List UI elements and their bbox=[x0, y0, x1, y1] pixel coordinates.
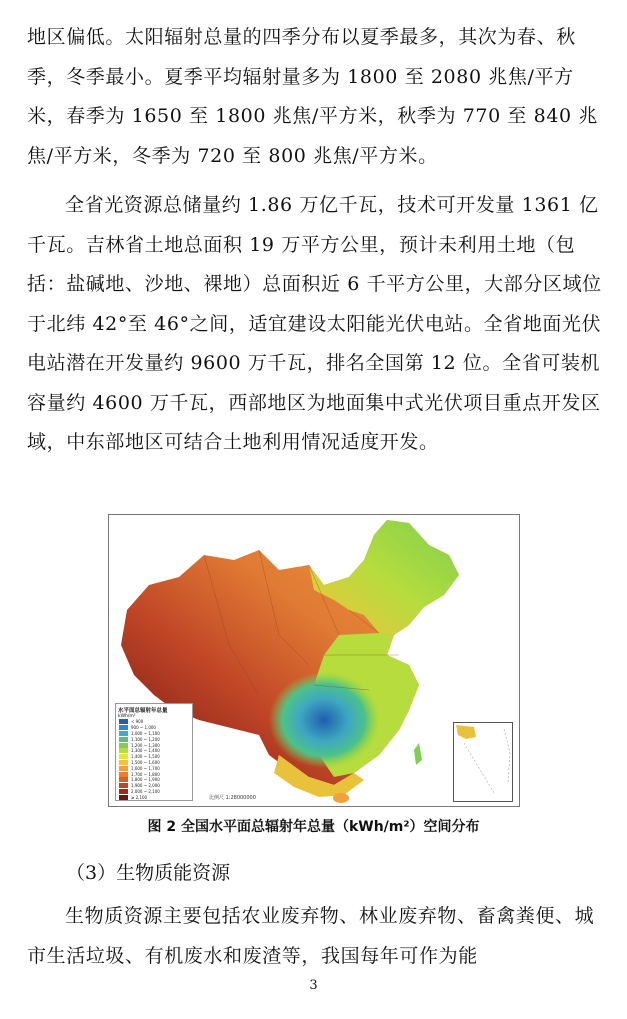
legend-label: 1,200 ~ 1,300 bbox=[131, 742, 160, 748]
legend-swatch bbox=[119, 760, 128, 765]
legend-label: 1,400 ~ 1,500 bbox=[131, 754, 160, 760]
sichuan-low-radiation-area bbox=[269, 672, 379, 768]
page-number: 3 bbox=[309, 978, 318, 993]
legend-swatch bbox=[119, 789, 128, 794]
legend-label: ≥ 2,100 bbox=[131, 794, 148, 800]
figure-caption: 图 2 全国水平面总辐射年总量（kWh/m²）空间分布 bbox=[147, 819, 480, 835]
taiwan-island bbox=[414, 743, 422, 765]
paragraph-biomass: 生物质资源主要包括农业废弃物、林业废弃物、畜禽粪便、城市生活垃圾、有机废水和废渣等，我国每年可作为能 bbox=[27, 905, 595, 967]
legend-item bbox=[116, 794, 192, 800]
legend-label: 1,300 ~ 1,400 bbox=[131, 748, 160, 754]
legend-swatch bbox=[119, 783, 128, 788]
legend-swatch bbox=[119, 777, 128, 782]
legend-swatch bbox=[119, 737, 128, 742]
legend-label: < 900 bbox=[131, 719, 144, 725]
legend-swatch bbox=[119, 772, 128, 777]
legend-swatch bbox=[119, 795, 128, 800]
legend-swatch bbox=[119, 719, 128, 724]
legend-label: 1,900 ~ 2,000 bbox=[131, 783, 160, 789]
legend-unit: kWh/m² bbox=[118, 714, 136, 719]
legend-label: 1,600 ~ 1,700 bbox=[131, 765, 160, 771]
hainan-island bbox=[333, 793, 349, 803]
legend-label: 1,700 ~ 1,800 bbox=[131, 771, 160, 777]
legend-label: 1,800 ~ 1,900 bbox=[131, 777, 160, 783]
legend-rows bbox=[116, 719, 192, 800]
legend-swatch bbox=[119, 754, 128, 759]
south-china-sea-inset bbox=[453, 722, 513, 802]
legend-swatch bbox=[119, 766, 128, 771]
legend-label: 900 ~ 1,000 bbox=[131, 725, 156, 731]
map-legend bbox=[115, 703, 193, 801]
legend-label: 2,000 ~ 2,100 bbox=[131, 788, 160, 794]
legend-swatch bbox=[119, 748, 128, 753]
legend-label: 1,000 ~ 1,100 bbox=[131, 730, 160, 736]
inset-map bbox=[454, 723, 512, 801]
legend-swatch bbox=[119, 725, 128, 730]
paragraph-seasonal-radiation: 地区偏低。太阳辐射总量的四季分布以夏季最多，其次为春、秋季，冬季最小。夏季平均辐射量多为 1800 至 2080 兆焦/平方米，春季为 1650 至 1800 兆焦/平方米，秋季为 770 至 840 兆焦/平方米，冬季为 720 至 800 兆焦/平方米。 bbox=[27, 26, 598, 167]
legend-label: 1,500 ~ 1,600 bbox=[131, 759, 160, 765]
paragraph-solar-resources: 全省光资源总储量约 1.86 万亿千瓦，技术可开发量 1361 亿千瓦。吉林省土地总面积 19 万平方公里，预计未利用土地（包括：盐碱地、沙地、裸地）总面积近 6 千平方公里，大部分区域位于北纬 42°至 46°之间，适宜建设太阳能光伏电站。全省地面光伏电站潜在开发量约 9600 万千瓦，排名全国第 12 位。全省可装机容量约 4600 万千瓦，西部地区为地面集中式光伏项目重点开发区域，中东部地区可结合土地利用情况适度开发。 bbox=[27, 194, 602, 453]
legend-label: 1,100 ~ 1,200 bbox=[131, 736, 160, 742]
map-scale: 比例尺 1:28000000 bbox=[209, 795, 256, 801]
legend-title: 水平面总辐射年总量 bbox=[118, 708, 168, 714]
section-heading-biomass: （3）生物质能资源 bbox=[66, 862, 231, 884]
legend-swatch bbox=[119, 743, 128, 748]
legend-swatch bbox=[119, 731, 128, 736]
solar-radiation-map-figure bbox=[108, 514, 520, 807]
